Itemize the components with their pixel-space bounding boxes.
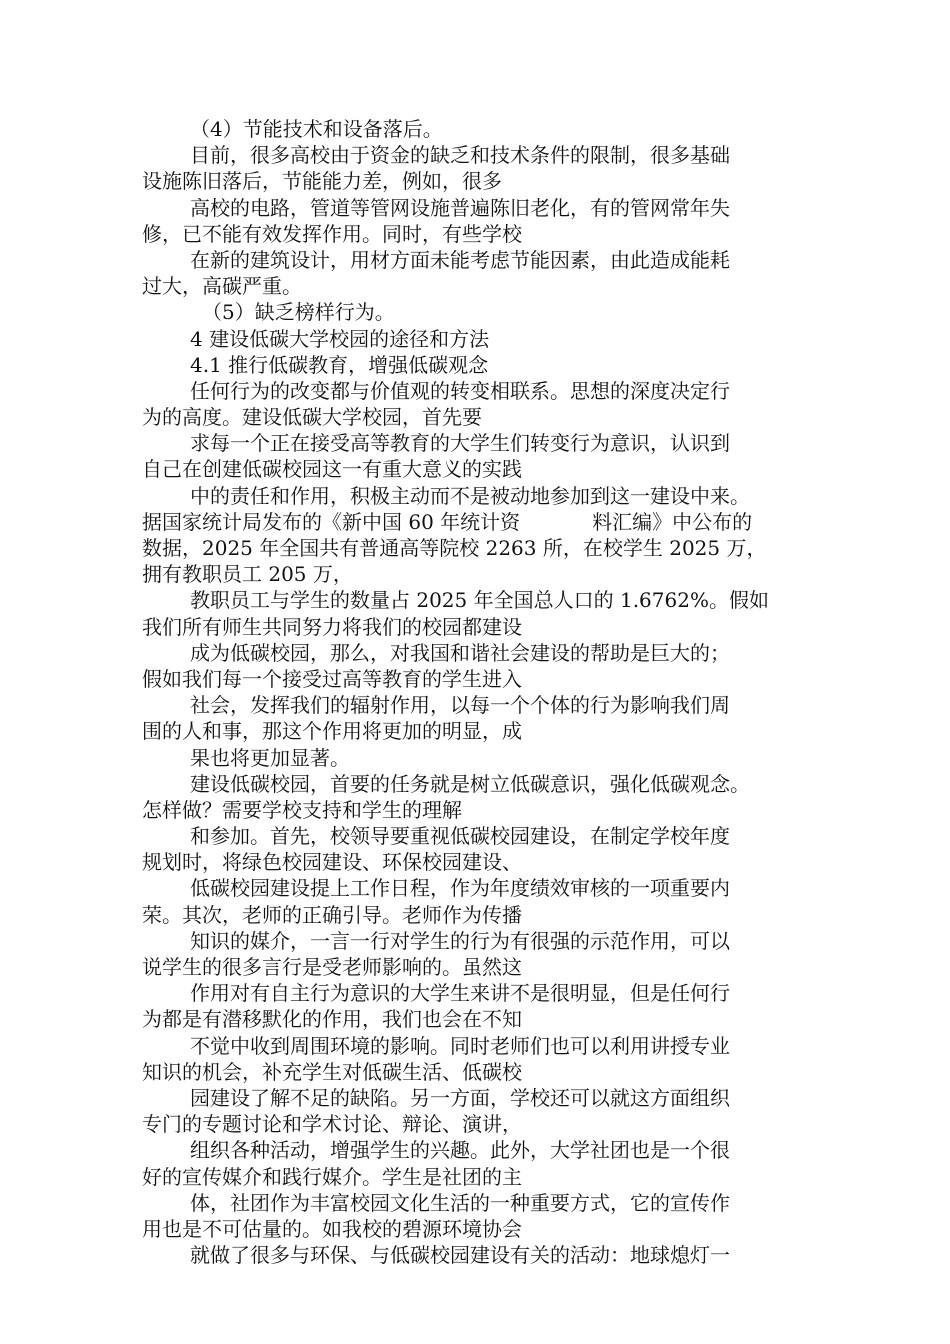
text-line [142,1059,822,1085]
text-line [142,1164,822,1190]
text-line [142,980,822,1006]
text-line-continuation: 料汇编》中公布的 [592,509,753,534]
text-line-content: 据国家统计局发布的《新中国 60 年统计资 [142,509,521,534]
text-line [142,561,822,587]
text-line [142,797,822,823]
text-line [142,1137,822,1163]
text-line [142,1216,822,1242]
text-line-content: 怎样做？需要学校支持和学生的理解 [142,797,462,822]
text-line [142,954,822,980]
text-line-content: 用也是不可估量的。如我校的碧源环境协会 [142,1216,522,1241]
text-line [142,928,822,954]
text-line-content: 教职员工与学生的数量占 2025 年全国总人口的 1.6762%。假如 [190,588,769,613]
text-line-content: 专门的专题讨论和学术讨论、辩论、演讲， [142,1112,522,1137]
text-line-content: （5）缺乏榜样行为。 [202,300,395,325]
text-line-content: 知识的媒介，一言一行对学生的行为有很强的示范作用，可以 [190,928,730,953]
text-line [142,483,822,509]
text-line-content: 拥有教职员工 205 万， [142,562,353,587]
text-line-content: 高校的电路，管道等管网设施普遍陈旧老化，有的管网常年失 [190,195,730,220]
text-line [142,430,822,456]
text-line [142,326,822,352]
text-line-content: 知识的机会，补充学生对低碳生活、低碳校 [142,1059,522,1084]
text-line [142,902,822,928]
text-line [142,221,822,247]
text-line-content: 作用对有自主行为意识的大学生来讲不是很明显，但是任何行 [190,981,730,1006]
text-line-content: 组织各种活动，增强学生的兴趣。此外，大学社团也是一个很 [190,1138,730,1163]
text-line-content: 4 建设低碳大学校园的途径和方法 [190,326,490,351]
text-line-content: 数据，2025 年全国共有普通高等院校 2263 所，在校学生 2025 万， [142,536,767,560]
text-line [142,1033,822,1059]
text-line [142,875,822,901]
text-line [142,299,822,325]
text-line [142,168,822,194]
text-line-content: 4.1 推行低碳教育，增强低碳观念 [190,352,489,377]
text-line [142,1006,822,1032]
text-line [142,456,822,482]
text-line [142,1111,822,1137]
text-line-content: 自己在创建低碳校园这一有重大意义的实践 [142,457,522,482]
text-line [142,1085,822,1111]
text-line-content: 体，社团作为丰富校园文化生活的一种重要方式，它的宣传作 [190,1190,730,1215]
text-line [142,614,822,640]
text-line-content: 目前，很多高校由于资金的缺乏和技术条件的限制，很多基础 [190,143,730,168]
text-line-content: 假如我们每一个接受过高等教育的学生进入 [142,666,522,691]
text-line-content: 求每一个正在接受高等教育的大学生们转变行为意识，认识到 [190,431,730,456]
text-line-content: 我们所有师生共同努力将我们的校园都建设 [142,614,522,639]
text-line [142,116,822,142]
text-line [142,640,822,666]
text-line-content: 园建设了解不足的缺陷。另一方面，学校还可以就这方面组织 [190,1085,730,1110]
text-line-content: 设施陈旧落后，节能能力差，例如，很多 [142,169,502,194]
text-line [142,378,822,404]
text-line-content: 不觉中收到周围环境的影响。同时老师们也可以利用讲授专业 [190,1033,730,1058]
text-line-content: 在新的建筑设计，用材方面未能考虑节能因素，由此造成能耗 [190,247,730,272]
text-line-content: 成为低碳校园，那么，对我国和谐社会建设的帮助是巨大的； [190,640,730,665]
text-line-content: 建设低碳校园，首要的任务就是树立低碳意识，强化低碳观念。 [190,771,750,796]
text-line [142,692,822,718]
text-line-content: 中的责任和作用，积极主动而不是被动地参加到这一建设中来。 [190,483,750,508]
text-line [142,666,822,692]
text-line-content: 修，已不能有效发挥作用。同时，有些学校 [142,221,522,246]
text-line-content: 任何行为的改变都与价值观的转变相联系。思想的深度决定行 [190,378,730,403]
text-line [142,1242,822,1268]
text-line [142,273,822,299]
text-line-content: 围的人和事，那这个作用将更加的明显，成 [142,719,522,744]
text-line [142,535,822,561]
text-line [142,771,822,797]
text-line-content: 社会，发挥我们的辐射作用，以每一个个体的行为影响我们周 [190,693,730,718]
text-line [142,849,822,875]
text-line [142,247,822,273]
text-line-content: 为都是有潜移默化的作用，我们也会在不知 [142,1007,522,1032]
text-line [142,823,822,849]
text-line [142,352,822,378]
text-line [142,718,822,744]
text-line-content: 和参加。首先，校领导要重视低碳校园建设，在制定学校年度 [190,824,730,849]
text-line-content: 规划时，将绿色校园建设、环保校园建设、 [142,850,522,875]
text-line [142,404,822,430]
text-line-content: 为的高度。建设低碳大学校园，首先要 [142,405,482,430]
text-line [142,142,822,168]
text-line [142,1190,822,1216]
text-line [142,509,822,535]
text-line-content: 过大，高碳严重。 [142,274,302,299]
text-line-content: 好的宣传媒介和践行媒介。学生是社团的主 [142,1164,522,1189]
text-line-content: 果也将更加显著。 [190,745,350,770]
text-line [142,587,822,613]
text-line-content: 说学生的很多言行是受老师影响的。虽然这 [142,955,522,979]
text-line-content: 低碳校园建设提上工作日程，作为年度绩效审核的一项重要内 [190,876,730,901]
text-line [142,745,822,771]
text-line [142,195,822,221]
document-body [142,116,822,1268]
text-line-content: （4）节能技术和设备落后。 [190,117,443,141]
text-line-content: 就做了很多与环保、与低碳校园建设有关的活动：地球熄灯一 [190,1243,730,1268]
text-line-content: 荣。其次，老师的正确引导。老师作为传播 [142,902,522,927]
